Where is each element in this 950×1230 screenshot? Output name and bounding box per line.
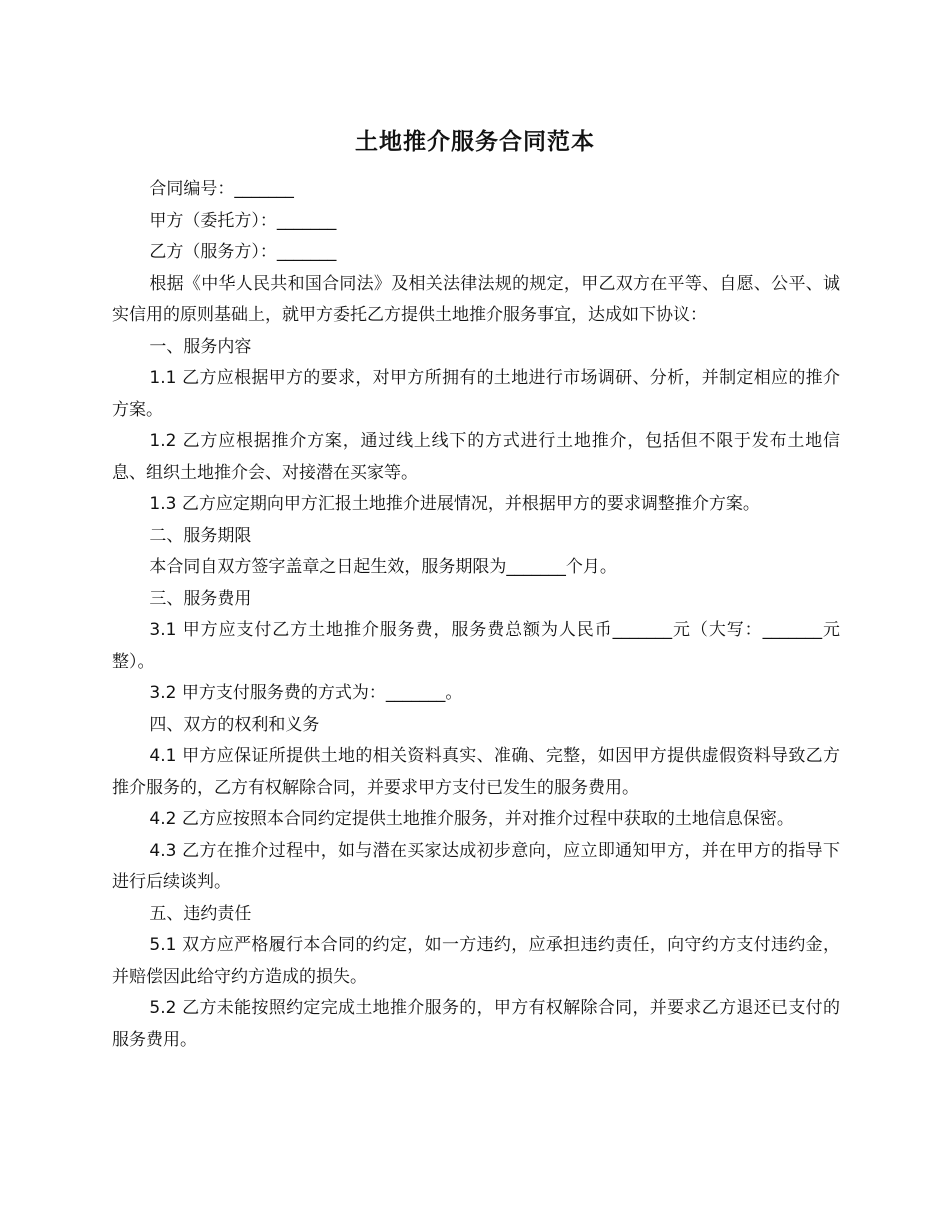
preamble-paragraph: 根据《中华人民共和国合同法》及相关法律法规的规定，甲乙双方在平等、自愿、公平、诚实信用的原则基础上，就甲方委托乙方提供土地推介服务事宜，达成如下协议： — [112, 273, 840, 325]
clause-5-1: 5.1 双方应严格履行本合同的约定，如一方违约，应承担违约责任，向守约方支付违约金，并赔偿因此给守约方造成的损失。 — [112, 935, 840, 987]
document-body — [112, 174, 840, 1056]
clause-3-2: 3.2 甲方支付服务费的方式为：_______。 — [149, 683, 463, 703]
section-heading-service-content: 一、服务内容 — [149, 336, 252, 357]
document-title: 土地推介服务合同范本 — [355, 129, 595, 155]
clause-4-3: 4.3 乙方在推介过程中，如与潜在买家达成初步意向，应立即通知甲方，并在甲方的指导下进行后续谈判。 — [112, 840, 840, 892]
clause-4-1: 4.1 甲方应保证所提供土地的相关资料真实、准确、完整，如因甲方提供虚假资料导致乙方推介服务的，乙方有权解除合同，并要求甲方支付已发生的服务费用。 — [112, 746, 840, 798]
section-heading-breach-liability: 五、违约责任 — [149, 903, 252, 924]
clause-5-2: 5.2 乙方未能按照约定完成土地推介服务的，甲方有权解除合同，并要求乙方退还已支付的服务费用。 — [112, 998, 840, 1050]
clause-4-2: 4.2 乙方应按照本合同约定提供土地推介服务，并对推介过程中获取的土地信息保密。 — [149, 809, 794, 829]
clause-1-2: 1.2 乙方应根据推介方案，通过线上线下的方式进行土地推介，包括但不限于发布土地信息、组织土地推介会、对接潜在买家等。 — [112, 431, 840, 483]
clause-service-period: 本合同自双方签字盖章之日起生效，服务期限为_______个月。 — [149, 557, 617, 577]
clause-3-1: 3.1 甲方应支付乙方土地推介服务费，服务费总额为人民币_______元（大写：_______元整）。 — [112, 620, 840, 672]
section-heading-service-period: 二、服务期限 — [149, 525, 252, 546]
contract-number-line: 合同编号：_______ — [149, 179, 294, 199]
section-heading-service-fee: 三、服务费用 — [149, 588, 252, 609]
section-heading-rights-obligations: 四、双方的权利和义务 — [149, 714, 320, 735]
party-a-line: 甲方（委托方）：_______ — [149, 210, 337, 231]
clause-1-3: 1.3 乙方应定期向甲方汇报土地推介进展情况，并根据甲方的要求调整推介方案。 — [149, 494, 760, 514]
clause-1-1: 1.1 乙方应根据甲方的要求，对甲方所拥有的土地进行市场调研、分析，并制定相应的推介方案。 — [112, 368, 840, 420]
party-b-line: 乙方（服务方）：_______ — [149, 242, 337, 262]
